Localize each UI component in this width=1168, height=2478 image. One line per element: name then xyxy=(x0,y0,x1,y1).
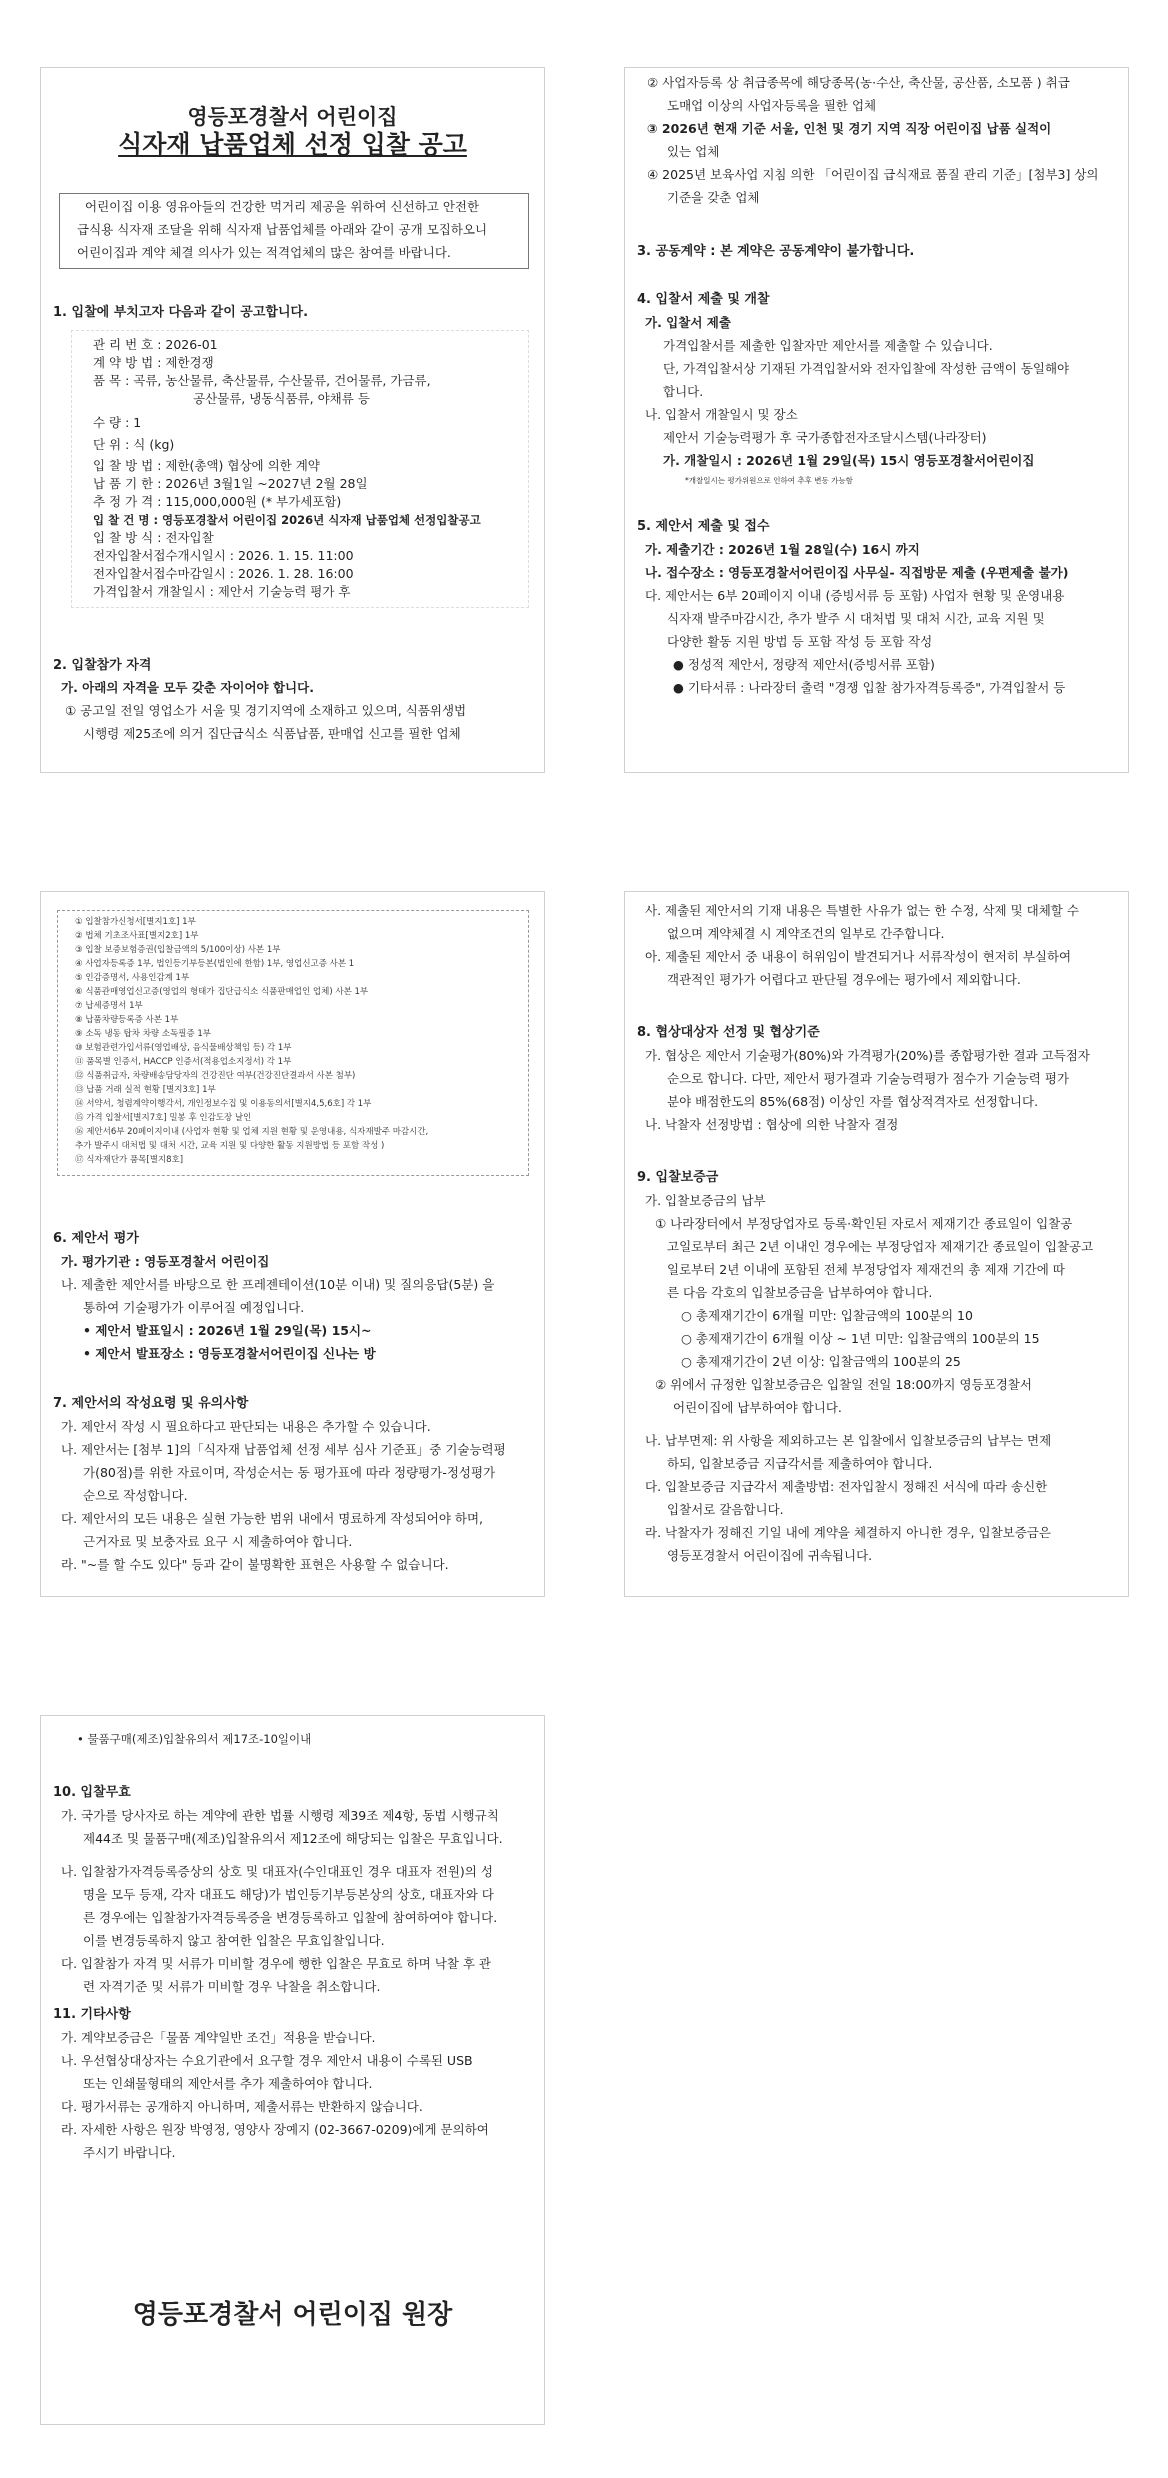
document-list-item: ② 법체 기초조사표[별지2호] 1부 xyxy=(75,931,199,941)
detail-row: 추 정 가 격 : 115,000,000원 (* 부가세포함) xyxy=(93,494,342,509)
document-list-item: ④ 사업자등록증 1부, 법인등기부등본(법인에 한함) 1부, 영업신고증 사본 1 xyxy=(75,959,355,969)
section-2a: 가. 아래의 자격을 모두 갖춘 자이어야 합니다. xyxy=(61,680,314,695)
section-8b: 나. 낙찰자 선정방법 : 협상에 의한 낙찰자 결정 xyxy=(645,1117,899,1132)
section-7f: 아. 제출된 제안서 중 내용이 허위임이 발견되거나 서류작성이 현저히 부실하여 xyxy=(645,949,1072,964)
document-page-5 xyxy=(40,1715,545,2425)
section-7c: 다. 제안서의 모든 내용은 실현 가능한 범위 내에서 명료하게 작성되어야 하며, xyxy=(61,1511,484,1526)
document-list-item: ⑫ 식품취급자, 차량배송담당자의 건강진단 여부(건강진단결과서 사본 첨부) xyxy=(75,1071,356,1081)
detail-row: 가격입찰서 개찰일시 : 제안서 기술능력 평가 후 xyxy=(93,584,351,599)
section-7b: 순으로 작성합니다. xyxy=(83,1488,188,1503)
document-list-item: ⑩ 보험관련가입서류(영업배상, 음식물배상책임 등) 각 1부 xyxy=(75,1043,292,1053)
document-list-item: ⑥ 식품관매영업신고증(영업의 형태가 집단급식소 식품판매업인 업체) 사본 1부 xyxy=(75,987,369,997)
qualification-4: 기준을 갖춘 업체 xyxy=(667,190,760,205)
detail-row: 관 리 번 호 : 2026-01 xyxy=(93,337,218,352)
top-bullet: • 물품구매(제조)입찰유의서 제17조-10일이내 xyxy=(77,1732,312,1746)
section-10a: 제44조 및 물품구매(제조)입찰유의서 제12조에 해당되는 입찰은 무효입니다. xyxy=(83,1831,503,1846)
section-5c: 다양한 활동 지원 방법 등 포함 작성 등 포함 작성 xyxy=(667,634,933,649)
section-10b: 명을 모두 등재, 각자 대표도 해당)가 법인등기부등본상의 상호, 대표자와 다 xyxy=(83,1887,494,1902)
section-4a-text: 합니다. xyxy=(663,384,704,399)
section-9b: 하되, 입찰보증금 지급각서를 제출하여야 합니다. xyxy=(667,1456,933,1471)
section-4a: 가. 입찰서 제출 xyxy=(645,315,731,330)
presentation-date: • 제안서 발표일시 : 2026년 1월 29일(목) 15시~ xyxy=(83,1323,372,1338)
section-4b: 나. 입찰서 개찰일시 및 장소 xyxy=(645,407,798,422)
document-list-item: ⑰ 식자재단가 품목[별지8호] xyxy=(75,1155,184,1165)
section-2a-1: ① 공고일 전일 영업소가 서울 및 경기지역에 소재하고 있으며, 식품위생법 xyxy=(65,703,467,718)
signature-line: 영등포경찰서 어린이집 원장 xyxy=(132,2300,453,2330)
intro-text: 급식용 식자재 조달을 위해 식자재 납품업체를 아래와 같이 공개 모집하오니 xyxy=(77,222,488,237)
section-10b: 나. 입찰참가자격등록증상의 상호 및 대표자(수인대표인 경우 대표자 전원)의 성 xyxy=(61,1864,493,1879)
section-11c: 다. 평가서류는 공개하지 아니하며, 제출서류는 반환하지 않습니다. xyxy=(61,2099,423,2114)
section-9a-1: 고일로부터 최근 2년 이내인 경우에는 부정당업자 제재기간 종료일이 입찰공고 xyxy=(667,1239,1094,1254)
section-5b: 나. 접수장소 : 영등포경찰서어린이집 사무실- 직접방문 제출 (우편제출 불가) xyxy=(645,565,1069,580)
detail-row: 품 목 : 곡류, 농산물류, 축산물류, 수산물류, 건어물류, 가금류, xyxy=(93,373,431,388)
document-page-3 xyxy=(40,891,545,1597)
document-list-item: ⑧ 납품차량등록증 사본 1부 xyxy=(75,1015,179,1025)
document-list-item: ⑯ 제안서6부 20페이지이내 (사업자 현황 및 업체 지원 현황 및 운영내용, 식자재발주 마감시간, xyxy=(75,1127,429,1137)
document-page-2 xyxy=(624,67,1129,773)
section-7e: 사. 제출된 제안서의 기재 내용은 특별한 사유가 없는 한 수정, 삭제 및 대체할 수 xyxy=(645,903,1079,918)
opening-date: 가. 개찰일시 : 2026년 1월 29일(목) 15시 영등포경찰서어린이집 xyxy=(663,453,1035,468)
section-11-heading: 11. 기타사항 xyxy=(53,2007,131,2022)
section-4-heading: 4. 입찰서 제출 및 개찰 xyxy=(637,292,770,307)
qualification-2: ② 사업자등록 상 취급종목에 해당종목(농·수산, 축산물, 공산품, 소모품 ) 취급 xyxy=(647,75,1070,90)
section-7b: 가(80점)를 위한 자료이며, 작성순서는 동 평가표에 따라 정량평가-정성평가 xyxy=(83,1465,496,1480)
detail-row: 전자입찰서접수마감일시 : 2026. 1. 28. 16:00 xyxy=(93,566,354,581)
section-10c: 다. 입찰참가 자격 및 서류가 미비할 경우에 행한 입찰은 무효로 하며 낙찰 후 관 xyxy=(61,1956,491,1971)
sanction-rate: ○ 총제재기간이 2년 이상: 입찰금액의 100분의 25 xyxy=(681,1354,961,1369)
section-9c: 입찰서로 갈음합니다. xyxy=(667,1502,784,1517)
opening-date-note: *개찰일시는 평가위원으로 인하여 추후 변동 가능함 xyxy=(685,476,853,485)
document-list-item: ⑨ 소독 냉동 탑차 차량 소독필증 1부 xyxy=(75,1029,211,1039)
section-8a: 가. 협상은 제안서 기술평가(80%)와 가격평가(20%)를 종합평가한 결과 고득점자 xyxy=(645,1048,1090,1063)
section-7b: 나. 제안서는 [첨부 1]의「식자재 납품업체 선정 세부 심사 기준표」중 기술능력평 xyxy=(61,1442,506,1457)
section-11b: 또는 인쇄물형태의 제안서를 추가 제출하여야 합니다. xyxy=(83,2076,373,2091)
sanction-rate: ○ 총제재기간이 6개월 이상 ~ 1년 미만: 입찰금액의 100분의 15 xyxy=(681,1331,1040,1346)
section-9-heading: 9. 입찰보증금 xyxy=(637,1170,719,1185)
detail-row: 단 위 : 식 (kg) xyxy=(93,437,175,452)
section-7a: 가. 제안서 작성 시 필요하다고 판단되는 내용은 추가할 수 있습니다. xyxy=(61,1419,431,1434)
document-list-item: ③ 입찰 보증보험증권(입찰금액의 5/100이상) 사본 1부 xyxy=(75,945,281,955)
section-7f: 객관적인 평가가 어렵다고 판단될 경우에는 평가에서 제외합니다. xyxy=(667,972,1021,987)
section-1-heading: 1. 입찰에 부치고자 다음과 같이 공고합니다. xyxy=(53,305,309,320)
section-9d: 라. 낙찰자가 정해진 기일 내에 계약을 체결하지 아니한 경우, 입찰보증금은 xyxy=(645,1525,1051,1540)
section-10c: 련 자격기준 및 서류가 미비할 경우 낙찰을 취소합니다. xyxy=(83,1979,381,1994)
document-list-item: ① 입찰참가신청서[별지1호] 1부 xyxy=(75,917,196,927)
section-3-heading: 3. 공동계약 : 본 계약은 공동계약이 불가합니다. xyxy=(637,244,915,259)
section-8a: 분야 배점한도의 85%(68점) 이상인 자를 협상적격자로 선정합니다. xyxy=(667,1094,1039,1109)
document-list-item: 추가 발주시 대처법 및 대처 시간, 교육 지원 및 다양한 활동 지원방법 등 포함 작성 ) xyxy=(75,1141,385,1151)
section-9a: 가. 입찰보증금의 납부 xyxy=(645,1193,766,1208)
sanction-rate: ○ 총제재기간이 6개월 미만: 입찰금액의 100분의 10 xyxy=(681,1308,973,1323)
document-list-item: ⑬ 납품 거래 실적 현황 [별지3호] 1부 xyxy=(75,1085,216,1095)
section-4a-text: 단, 가격입찰서상 기재된 가격입찰서와 전자입찰에 작성한 금액이 동일해야 xyxy=(663,361,1070,376)
detail-row: 입 찰 방 법 : 제한(총액) 협상에 의한 계약 xyxy=(93,458,320,473)
section-2-heading: 2. 입찰참가 자격 xyxy=(53,658,152,673)
section-5a: 가. 제출기간 : 2026년 1월 28일(수) 16시 까지 xyxy=(645,542,920,557)
detail-row: 입 찰 방 식 : 전자입찰 xyxy=(93,530,214,545)
section-10-heading: 10. 입찰무효 xyxy=(53,1785,131,1800)
section-6-heading: 6. 제안서 평가 xyxy=(53,1231,139,1246)
section-2a-1: 시행령 제25조에 의거 집단급식소 식품납품, 판매업 신고를 필한 업체 xyxy=(83,726,461,741)
document-list-item: ⑤ 인감증명서, 사용인감계 1부 xyxy=(75,973,190,983)
section-5-heading: 5. 제안서 제출 및 접수 xyxy=(637,519,770,534)
section-7-heading: 7. 제안서의 작성요령 및 유의사항 xyxy=(53,1396,249,1411)
bullet-item: ● 기타서류 : 나라장터 출력 "경쟁 입찰 참가자격등록증", 가격입찰서 등 xyxy=(673,680,1066,695)
section-9a-1: 른 다음 각호의 입찰보증금을 납부하여야 합니다. xyxy=(667,1285,933,1300)
section-6a: 가. 평가기관 : 영등포경찰서 어린이집 xyxy=(61,1254,270,1269)
section-4b-text: 제안서 기술능력평가 후 국가종합전자조달시스템(나라장터) xyxy=(663,430,987,445)
section-9a-1: ① 나라장터에서 부정당업자로 등록·확인된 자로서 제재기간 종료일이 입찰공 xyxy=(655,1216,1073,1231)
section-11d: 라. 자세한 사항은 원장 박영정, 영양사 장예지 (02-3667-0209)에게 문의하여 xyxy=(61,2122,489,2137)
section-8a: 순으로 합니다. 다만, 제안서 평가결과 기술능력평가 점수가 기술능력 평가 xyxy=(667,1071,1069,1086)
section-10a: 가. 국가를 당사자로 하는 계약에 관한 법률 시행령 제39조 제4항, 동법 시행규칙 xyxy=(61,1808,499,1823)
detail-row: 입 찰 건 명 : 영등포경찰서 어린이집 2026년 식자재 납품업체 선정입찰공고 xyxy=(93,513,481,527)
qualification-3: ③ 2026년 현재 기준 서울, 인천 및 경기 지역 직장 어린이집 납품 실적이 xyxy=(647,121,1052,136)
section-10b: 이를 변경등록하지 않고 참여한 입찰은 무효입찰입니다. xyxy=(83,1933,385,1948)
section-6b: 나. 제출한 제안서를 바탕으로 한 프레젠테이션(10분 이내) 및 질의응답(5분) 을 xyxy=(61,1277,495,1292)
detail-row: 납 품 기 한 : 2026년 3월1일 ~2027년 2월 28일 xyxy=(93,476,368,491)
section-7d: 라. "~를 할 수도 있다" 등과 같이 불명확한 표현은 사용할 수 없습니다. xyxy=(61,1557,449,1572)
section-7e: 없으며 계약체결 시 계약조건의 일부로 간주합니다. xyxy=(667,926,945,941)
document-page-4 xyxy=(624,891,1129,1597)
notice-title-org: 영등포경찰서 어린이집 xyxy=(187,105,398,129)
document-list-item: ⑭ 서약서, 청렴계약이행각서, 개인정보수집 및 이용동의서[별지4,5,6호] 각 1부 xyxy=(75,1099,372,1109)
section-9b: 나. 납부면제: 위 사항을 제외하고는 본 입찰에서 입찰보증금의 납부는 면제 xyxy=(645,1433,1052,1448)
section-11a: 가. 계약보증금은「물품 계약일반 조건」적용을 받습니다. xyxy=(61,2030,376,2045)
intro-text: 어린이집과 계약 체결 의사가 있는 적격업체의 많은 참여를 바랍니다. xyxy=(77,245,451,260)
detail-row: 전자입찰서접수개시일시 : 2026. 1. 15. 11:00 xyxy=(93,548,354,563)
qualification-3: 있는 업체 xyxy=(667,144,720,159)
section-6b: 통하여 기술평가가 이루어질 예정입니다. xyxy=(83,1300,305,1315)
section-9a-1: 일로부터 2년 이내에 포함된 전체 부정당업자 제재건의 총 제재 기간에 따 xyxy=(667,1262,1065,1277)
document-list-item: ⑦ 납세증명서 1부 xyxy=(75,1001,143,1011)
section-5c: 다. 제안서는 6부 20페이지 이내 (증빙서류 등 포함) 사업자 현황 및 운영내용 xyxy=(645,588,1065,603)
section-8-heading: 8. 협상대상자 선정 및 협상기준 xyxy=(637,1025,820,1040)
section-9c: 다. 입찰보증금 지급각서 제출방법: 전자입찰시 정해진 서식에 따라 송신한 xyxy=(645,1479,1048,1494)
section-11b: 나. 우선협상대상자는 수요기관에서 요구할 경우 제안서 내용이 수록된 USB xyxy=(61,2053,473,2068)
qualification-4: ④ 2025년 보육사업 지침 의한 「어린이집 급식재료 품질 관리 기준」[첨부3] 상의 xyxy=(647,167,1099,182)
section-4a-text: 가격입찰서를 제출한 입찰자만 제안서를 제출할 수 있습니다. xyxy=(663,338,993,353)
section-10b: 른 경우에는 입찰참가자격등록증을 변경등록하고 입찰에 참여하여야 합니다. xyxy=(83,1910,498,1925)
section-9a-2: 어린이집에 납부하여야 합니다. xyxy=(673,1400,842,1415)
section-7c: 근거자료 및 보충자료 요구 시 제출하여야 합니다. xyxy=(83,1534,353,1549)
detail-row: 수 량 : 1 xyxy=(93,415,142,430)
section-5c: 식자재 발주마감시간, 추가 발주 시 대처법 및 대처 시간, 교육 지원 및 xyxy=(667,611,1045,626)
document-page-1 xyxy=(40,67,545,773)
notice-title: 식자재 납품업체 선정 입찰 공고 xyxy=(118,130,467,159)
section-9d: 영등포경찰서 어린이집에 귀속됩니다. xyxy=(667,1548,873,1563)
qualification-2: 도매업 이상의 사업자등록을 필한 업체 xyxy=(667,98,877,113)
section-9a-2: ② 위에서 규정한 입찰보증금은 입찰일 전일 18:00까지 영등포경찰서 xyxy=(655,1377,1032,1392)
detail-row: 공산물류, 냉동식품류, 야채류 등 xyxy=(193,391,370,406)
document-list-item: ⑮ 가격 입찰서[별지7호] 밀봉 후 인감도장 날인 xyxy=(75,1113,252,1123)
document-list-item: ⑪ 품목별 인증서, HACCP 인증서(적용업소지정서) 각 1부 xyxy=(75,1057,292,1067)
bullet-item: ● 정성적 제안서, 정량적 제안서(증빙서류 포함) xyxy=(673,657,935,672)
detail-row: 계 약 방 법 : 제한경쟁 xyxy=(93,355,214,370)
presentation-place: • 제안서 발표장소 : 영등포경찰서어린이집 신나는 방 xyxy=(83,1346,376,1361)
section-11d: 주시기 바랍니다. xyxy=(83,2145,176,2160)
intro-text: 어린이집 이용 영유아들의 건강한 먹거리 제공을 위하여 신선하고 안전한 xyxy=(85,199,480,214)
